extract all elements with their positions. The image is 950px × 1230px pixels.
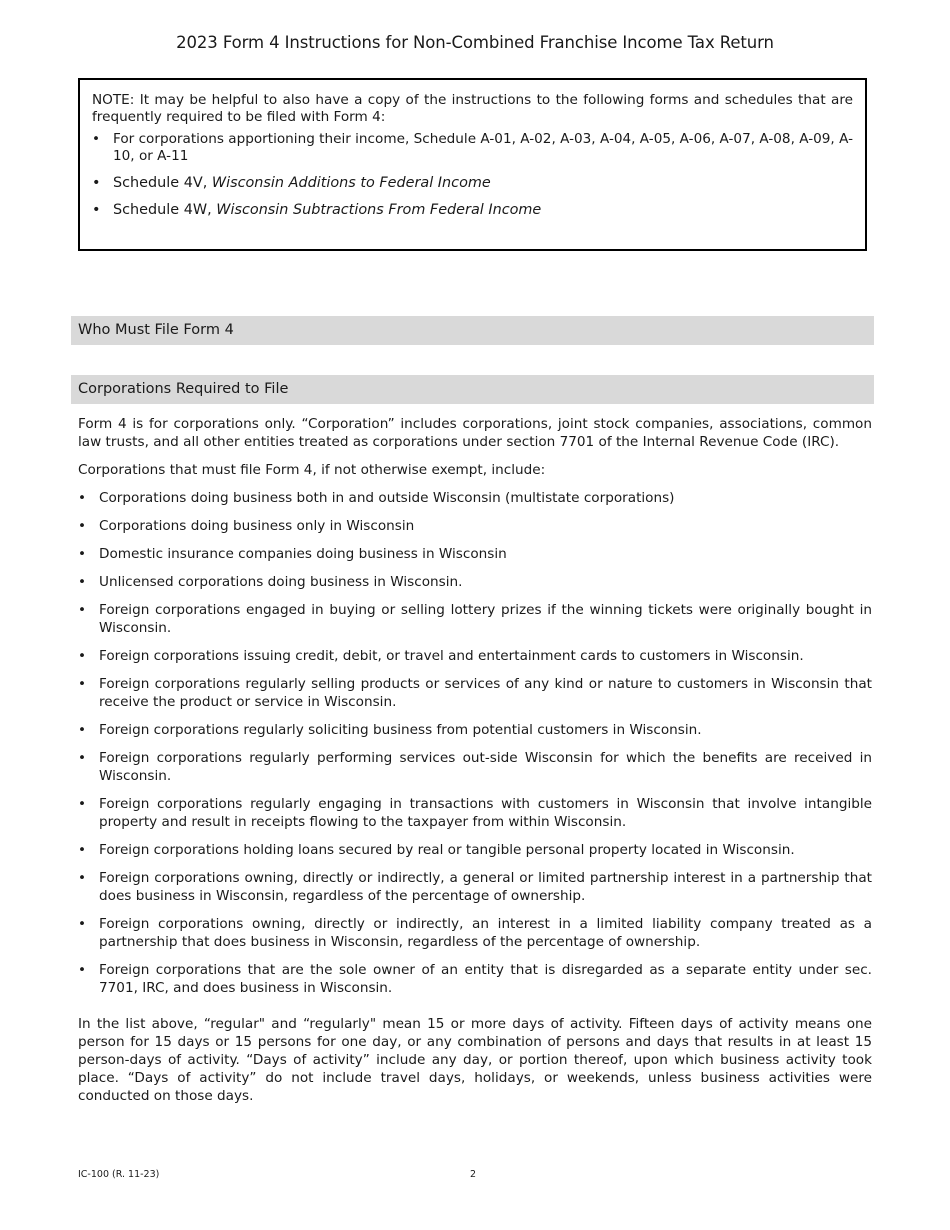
list-item-text: Foreign corporations holding loans secured by real or tangible personal property located in Wisconsin. [99, 842, 795, 858]
note-list-item [92, 175, 853, 192]
bullet-icon: • [78, 962, 87, 978]
list-item-text: Foreign corporations owning, directly or indirectly, an interest in a limited liability company treated as a partnership that does business in Wisconsin, regardless of the percentage of ownership. [99, 916, 872, 950]
list-item-text: Foreign corporations owning, directly or indirectly, a general or limited partnership interest in a partnership that does business in Wisconsin, regardless of the percentage of ownership. [99, 870, 872, 904]
list-item-text: Foreign corporations engaged in buying or selling lottery prizes if the winning tickets were originally bought in Wisconsin. [99, 602, 872, 636]
bullet-icon: • [78, 916, 87, 932]
list-item-text: Foreign corporations regularly performing services out-side Wisconsin for which the benefits are received in Wisconsin. [99, 750, 872, 784]
list-item-text: Corporations doing business both in and outside Wisconsin (multistate corporations) [99, 490, 675, 506]
list-item [78, 795, 872, 831]
bullet-icon: • [78, 490, 87, 506]
list-item [78, 721, 872, 739]
bullet-icon: • [78, 796, 87, 812]
note-item-text: Schedule 4W, [113, 202, 217, 218]
bullet-icon: • [92, 175, 101, 191]
note-item-text: Schedule 4V, [113, 175, 212, 191]
list-item-text: Foreign corporations that are the sole owner of an entity that is disregarded as a separate entity under sec. 7701, IRC, and does business in Wisconsin. [99, 962, 872, 996]
bullet-icon: • [92, 131, 101, 147]
closing-paragraph: In the list above, “regular" and “regularly" mean 15 or more days of activity. Fifteen days of activity means one person for 15 days or 15 persons for one day, or any combination of persons and days that results in at least 15 person-days of activity. “Days of activity” include any day, or portion thereof, upon which business activity took place. “Days of activity” do not include travel days, holidays, or weekends, unless business activities were conducted on those days. [78, 1016, 872, 1104]
note-item-title: Wisconsin Additions to Federal Income [211, 175, 491, 191]
list-item [78, 841, 872, 859]
bullet-icon: • [78, 722, 87, 738]
list-item-text: Corporations doing business only in Wisconsin [99, 518, 415, 534]
note-list [92, 131, 853, 219]
page-title: 2023 Form 4 Instructions for Non-Combined Franchise Income Tax Return [176, 33, 774, 52]
bullet-icon: • [92, 202, 101, 218]
section-heading-corporations-required: Corporations Required to File [71, 375, 874, 404]
list-item-text: Foreign corporations issuing credit, debit, or travel and entertainment cards to customers in Wisconsin. [99, 648, 804, 664]
note-label: NOTE: [92, 92, 135, 108]
list-item [78, 647, 872, 665]
list-item [78, 545, 872, 563]
list-item-text: Domestic insurance companies doing business in Wisconsin [99, 546, 507, 562]
bullet-icon: • [78, 870, 87, 886]
footer-page-number: 2 [470, 1169, 477, 1180]
list-item-text: Foreign corporations regularly selling products or services of any kind or nature to customers in Wisconsin that receive the product or service in Wisconsin. [99, 676, 872, 710]
bullet-icon: • [78, 750, 87, 766]
lead-paragraph: Corporations that must file Form 4, if not otherwise exempt, include: [78, 462, 546, 478]
note-box [78, 78, 867, 251]
note-list-item [92, 202, 853, 219]
section-heading-who-must-file: Who Must File Form 4 [71, 316, 874, 345]
list-item [78, 869, 872, 905]
bullet-icon: • [78, 842, 87, 858]
intro-paragraph: Form 4 is for corporations only. “Corporation” includes corporations, joint stock companies, associations, common law trusts, and all other entities treated as corporations under section 7701 of the Internal Revenue Code (IRC). [78, 416, 872, 450]
list-item [78, 675, 872, 711]
bullet-icon: • [78, 546, 87, 562]
note-list-item [92, 131, 853, 165]
bullet-icon: • [78, 574, 87, 590]
note-intro [92, 92, 853, 126]
note-item-title: Wisconsin Subtractions From Federal Income [216, 202, 542, 218]
bullet-icon: • [78, 676, 87, 692]
list-item [78, 601, 872, 637]
body-content [78, 415, 872, 1115]
bullet-icon: • [78, 518, 87, 534]
list-item [78, 749, 872, 785]
list-item-text: Foreign corporations regularly soliciting business from potential customers in Wisconsin. [99, 722, 702, 738]
list-item-text: Unlicensed corporations doing business in Wisconsin. [99, 574, 463, 590]
list-item [78, 573, 872, 591]
list-item-text: Foreign corporations regularly engaging in transactions with customers in Wisconsin that involve intangible property and result in receipts flowing to the taxpayer from within Wisconsin. [99, 796, 872, 830]
list-item [78, 961, 872, 997]
note-item-text: For corporations apportioning their income, Schedule A-01, A-02, A-03, A-04, A-05, A-06, A-07, A-08, A-09, A-10, or A-11 [113, 131, 853, 164]
footer-form-code: IC-100 (R. 11-23) [78, 1169, 160, 1180]
list-item [78, 489, 872, 507]
note-text: It may be helpful to also have a copy of the instructions to the following forms and schedules that are frequently required to be filed with Form 4: [92, 92, 853, 125]
bullet-icon: • [78, 602, 87, 618]
list-item [78, 915, 872, 951]
requirement-list [78, 489, 872, 997]
list-item [78, 517, 872, 535]
bullet-icon: • [78, 648, 87, 664]
